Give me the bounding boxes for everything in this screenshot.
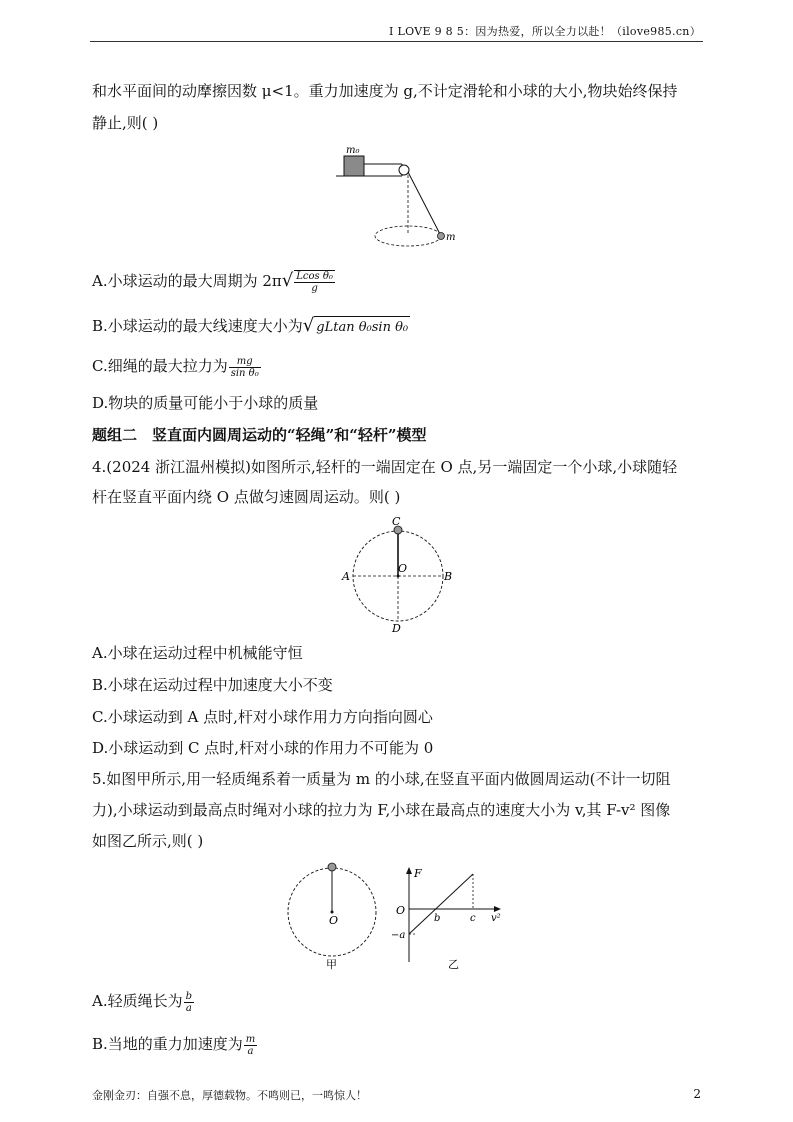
block-m0-label: m₀ <box>346 145 360 156</box>
yi-ylabel: F <box>414 867 422 880</box>
q5-option-a <box>92 990 195 1014</box>
q3-option-a-num: Lcos θ₀ <box>296 271 333 282</box>
q4-option-a: A.小球在运动过程中机械能守恒 <box>92 644 303 662</box>
q5-figure-yi <box>385 862 515 972</box>
q3-option-a-den: g <box>311 283 318 294</box>
label-O: O <box>398 562 408 575</box>
q3-option-a: A.小球运动的最大周期为 2π√ $\frac{\text{Lcos θ₀}}{g}$ <box>92 270 333 294</box>
q4-option-b: B.小球在运动过程中加速度大小不变 <box>92 676 333 694</box>
q5-option-b-num: m <box>245 1033 256 1045</box>
jia-label-O: O <box>329 914 339 927</box>
q3-option-d: D.物块的质量可能小于小球的质量 <box>92 394 319 412</box>
page-footer-motto: 金刚金刃：自强不息，厚德载物。不鸣则已，一鸣惊人！ <box>92 1089 367 1102</box>
header-divider <box>90 41 703 42</box>
q3-option-c-den: sin θ₀ <box>230 367 259 379</box>
q5-option-b <box>92 1033 258 1057</box>
q3-stem-line2: 静止,则( ) <box>92 114 159 132</box>
q5-option-b-text: B.当地的重力加速度为 <box>92 1035 243 1053</box>
label-C: C <box>392 515 401 528</box>
q5-stem-line3: 如图乙所示,则( ) <box>92 832 204 850</box>
q3-option-c-text: C.细绳的最大拉力为 <box>92 357 228 375</box>
q5-figure-jia <box>285 862 385 972</box>
q5-stem-line2: 力),小球运动到最高点时绳对小球的拉力为 F,小球在最高点的速度大小为 v,其 F-v² 图像 <box>92 801 671 819</box>
yi-tick-neg-a: −a <box>391 930 406 941</box>
pulley <box>399 165 409 175</box>
label-D: D <box>392 622 401 635</box>
jia-caption: 甲 <box>326 958 337 971</box>
page-header: I LOVE 9 8 5：因为热爱，所以全力以赴！（ilove985.cn） <box>389 25 701 38</box>
q3-stem-line1: 和水平面间的动摩擦因数 μ<1。重力加速度为 g,不计定滑轮和小球的大小,物块始终保持 <box>92 82 678 100</box>
q3-option-c-num: mg <box>229 356 261 368</box>
block-m0 <box>344 156 364 176</box>
q3-figure <box>330 142 470 257</box>
q4-figure <box>340 512 460 636</box>
q5-option-a-num: b <box>185 990 193 1002</box>
q4-stem-line1: 4.(2024 浙江温州模拟)如图所示,轻杆的一端固定在 O 点,另一端固定一个小球,小球随轻 <box>92 458 678 476</box>
label-B: B <box>444 570 453 583</box>
yi-origin: O <box>396 904 406 917</box>
jia-ball <box>328 863 336 871</box>
q3-option-a-text: A.小球运动的最大周期为 2π <box>92 272 282 290</box>
orbit-ellipse <box>375 226 441 246</box>
q4-option-c: C.小球运动到 A 点时,杆对小球作用力方向指向圆心 <box>92 708 433 726</box>
group2-title: 题组二 竖直面内圆周运动的“轻绳”和“轻杆”模型 <box>92 426 427 444</box>
page-number: 2 <box>693 1087 701 1101</box>
q5-option-a-den: a <box>185 1002 192 1014</box>
q3-option-b-text: B.小球运动的最大线速度大小为 <box>92 317 303 335</box>
yi-tick-b: b <box>434 913 441 924</box>
yi-f-v2-line <box>409 874 473 934</box>
q5-option-a-text: A.轻质绳长为 <box>92 992 183 1010</box>
q5-option-b-den: a <box>247 1045 254 1057</box>
q4-option-d: D.小球运动到 C 点时,杆对小球的作用力不可能为 0 <box>92 739 434 757</box>
label-A: A <box>342 570 350 583</box>
yi-caption: 乙 <box>448 958 459 971</box>
q5-stem-line1: 5.如图甲所示,用一轻质绳系着一质量为 m 的小球,在竖直平面内做圆周运动(不计一切阻 <box>92 770 671 788</box>
yi-xlabel: v² <box>491 913 501 924</box>
ball-m-label: m <box>446 232 456 243</box>
q4-stem-line2: 杆在竖直平面内绕 O 点做匀速圆周运动。则( ) <box>92 488 401 506</box>
q3-option-c <box>92 355 262 379</box>
yi-tick-c: c <box>470 913 476 924</box>
ball-m <box>438 233 445 240</box>
q3-option-b: B.小球运动的最大线速度大小为√ gLtan θ₀sin θ₀ <box>92 315 410 339</box>
q3-option-b-root: gLtan θ₀sin θ₀ <box>314 316 410 339</box>
